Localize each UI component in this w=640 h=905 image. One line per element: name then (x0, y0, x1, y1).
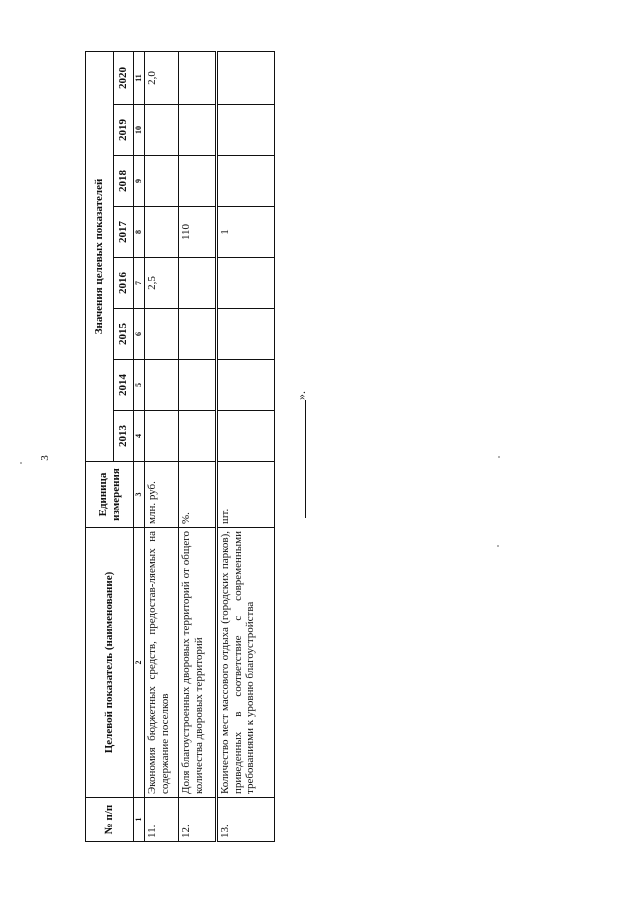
header-num: № п/п (86, 798, 134, 842)
column-number: 3 (134, 462, 145, 528)
row-value (179, 309, 217, 360)
row-value (145, 105, 179, 156)
column-number: 5 (134, 360, 145, 411)
header-values-group: Значения целевых показателей (86, 51, 114, 461)
row-value: 2,5 (145, 258, 179, 309)
row-unit: %. (179, 462, 217, 528)
row-value (145, 156, 179, 207)
footer-rule (305, 400, 306, 518)
row-value (217, 309, 275, 360)
row-value (179, 105, 217, 156)
column-number: 9 (134, 156, 145, 207)
table-row (145, 51, 179, 841)
row-value (217, 360, 275, 411)
header-unit: Единица измерения (86, 462, 134, 528)
row-value: 2,0 (145, 51, 179, 104)
header-year: 2017 (114, 207, 134, 258)
row-value (145, 411, 179, 462)
row-name: Количество мест массового отдыха (городских парков), приведенных в соответствие с современными требованиями к уровню благоустройства (217, 528, 275, 798)
row-value (179, 258, 217, 309)
footer-closing-mark: ». (294, 391, 308, 400)
row-value (179, 411, 217, 462)
row-unit: шт. (217, 462, 275, 528)
scan-speck (498, 456, 500, 458)
row-name: Экономия бюджетных средств, предостав-ляемых на содержание поселков (145, 528, 179, 798)
row-value (217, 411, 275, 462)
header-year: 2015 (114, 309, 134, 360)
header-year: 2019 (114, 105, 134, 156)
header-year: 2013 (114, 411, 134, 462)
indicators-table-rotated (85, 52, 275, 842)
column-number: 2 (134, 528, 145, 798)
row-value (179, 51, 217, 104)
indicators-table (85, 51, 275, 842)
scan-speck (20, 462, 22, 464)
column-number: 4 (134, 411, 145, 462)
column-number: 8 (134, 207, 145, 258)
column-number: 11 (134, 51, 145, 104)
row-value (145, 207, 179, 258)
row-num: 13. (217, 798, 275, 842)
row-value (217, 258, 275, 309)
column-number: 10 (134, 105, 145, 156)
row-num: 11. (145, 798, 179, 842)
scan-speck (497, 545, 499, 547)
row-value: 1 (217, 207, 275, 258)
header-year: 2014 (114, 360, 134, 411)
header-year: 2018 (114, 156, 134, 207)
column-number: 1 (134, 798, 145, 842)
column-number: 6 (134, 309, 145, 360)
row-value (217, 156, 275, 207)
row-value (217, 105, 275, 156)
row-value (179, 360, 217, 411)
row-name: Доля благоустроенных дворовых территорий от общего количества дворовых территорий (179, 528, 217, 798)
row-num: 12. (179, 798, 217, 842)
page-number: 3 (38, 455, 51, 461)
table-row (217, 51, 275, 841)
row-value (145, 309, 179, 360)
header-year: 2016 (114, 258, 134, 309)
row-unit: млн. руб. (145, 462, 179, 528)
table-row (179, 51, 217, 841)
row-value (217, 51, 275, 104)
row-value (145, 360, 179, 411)
row-value: 110 (179, 207, 217, 258)
column-number: 7 (134, 258, 145, 309)
header-indicator: Целевой показатель (наименование) (86, 528, 134, 798)
header-year: 2020 (114, 51, 134, 104)
row-value (179, 156, 217, 207)
